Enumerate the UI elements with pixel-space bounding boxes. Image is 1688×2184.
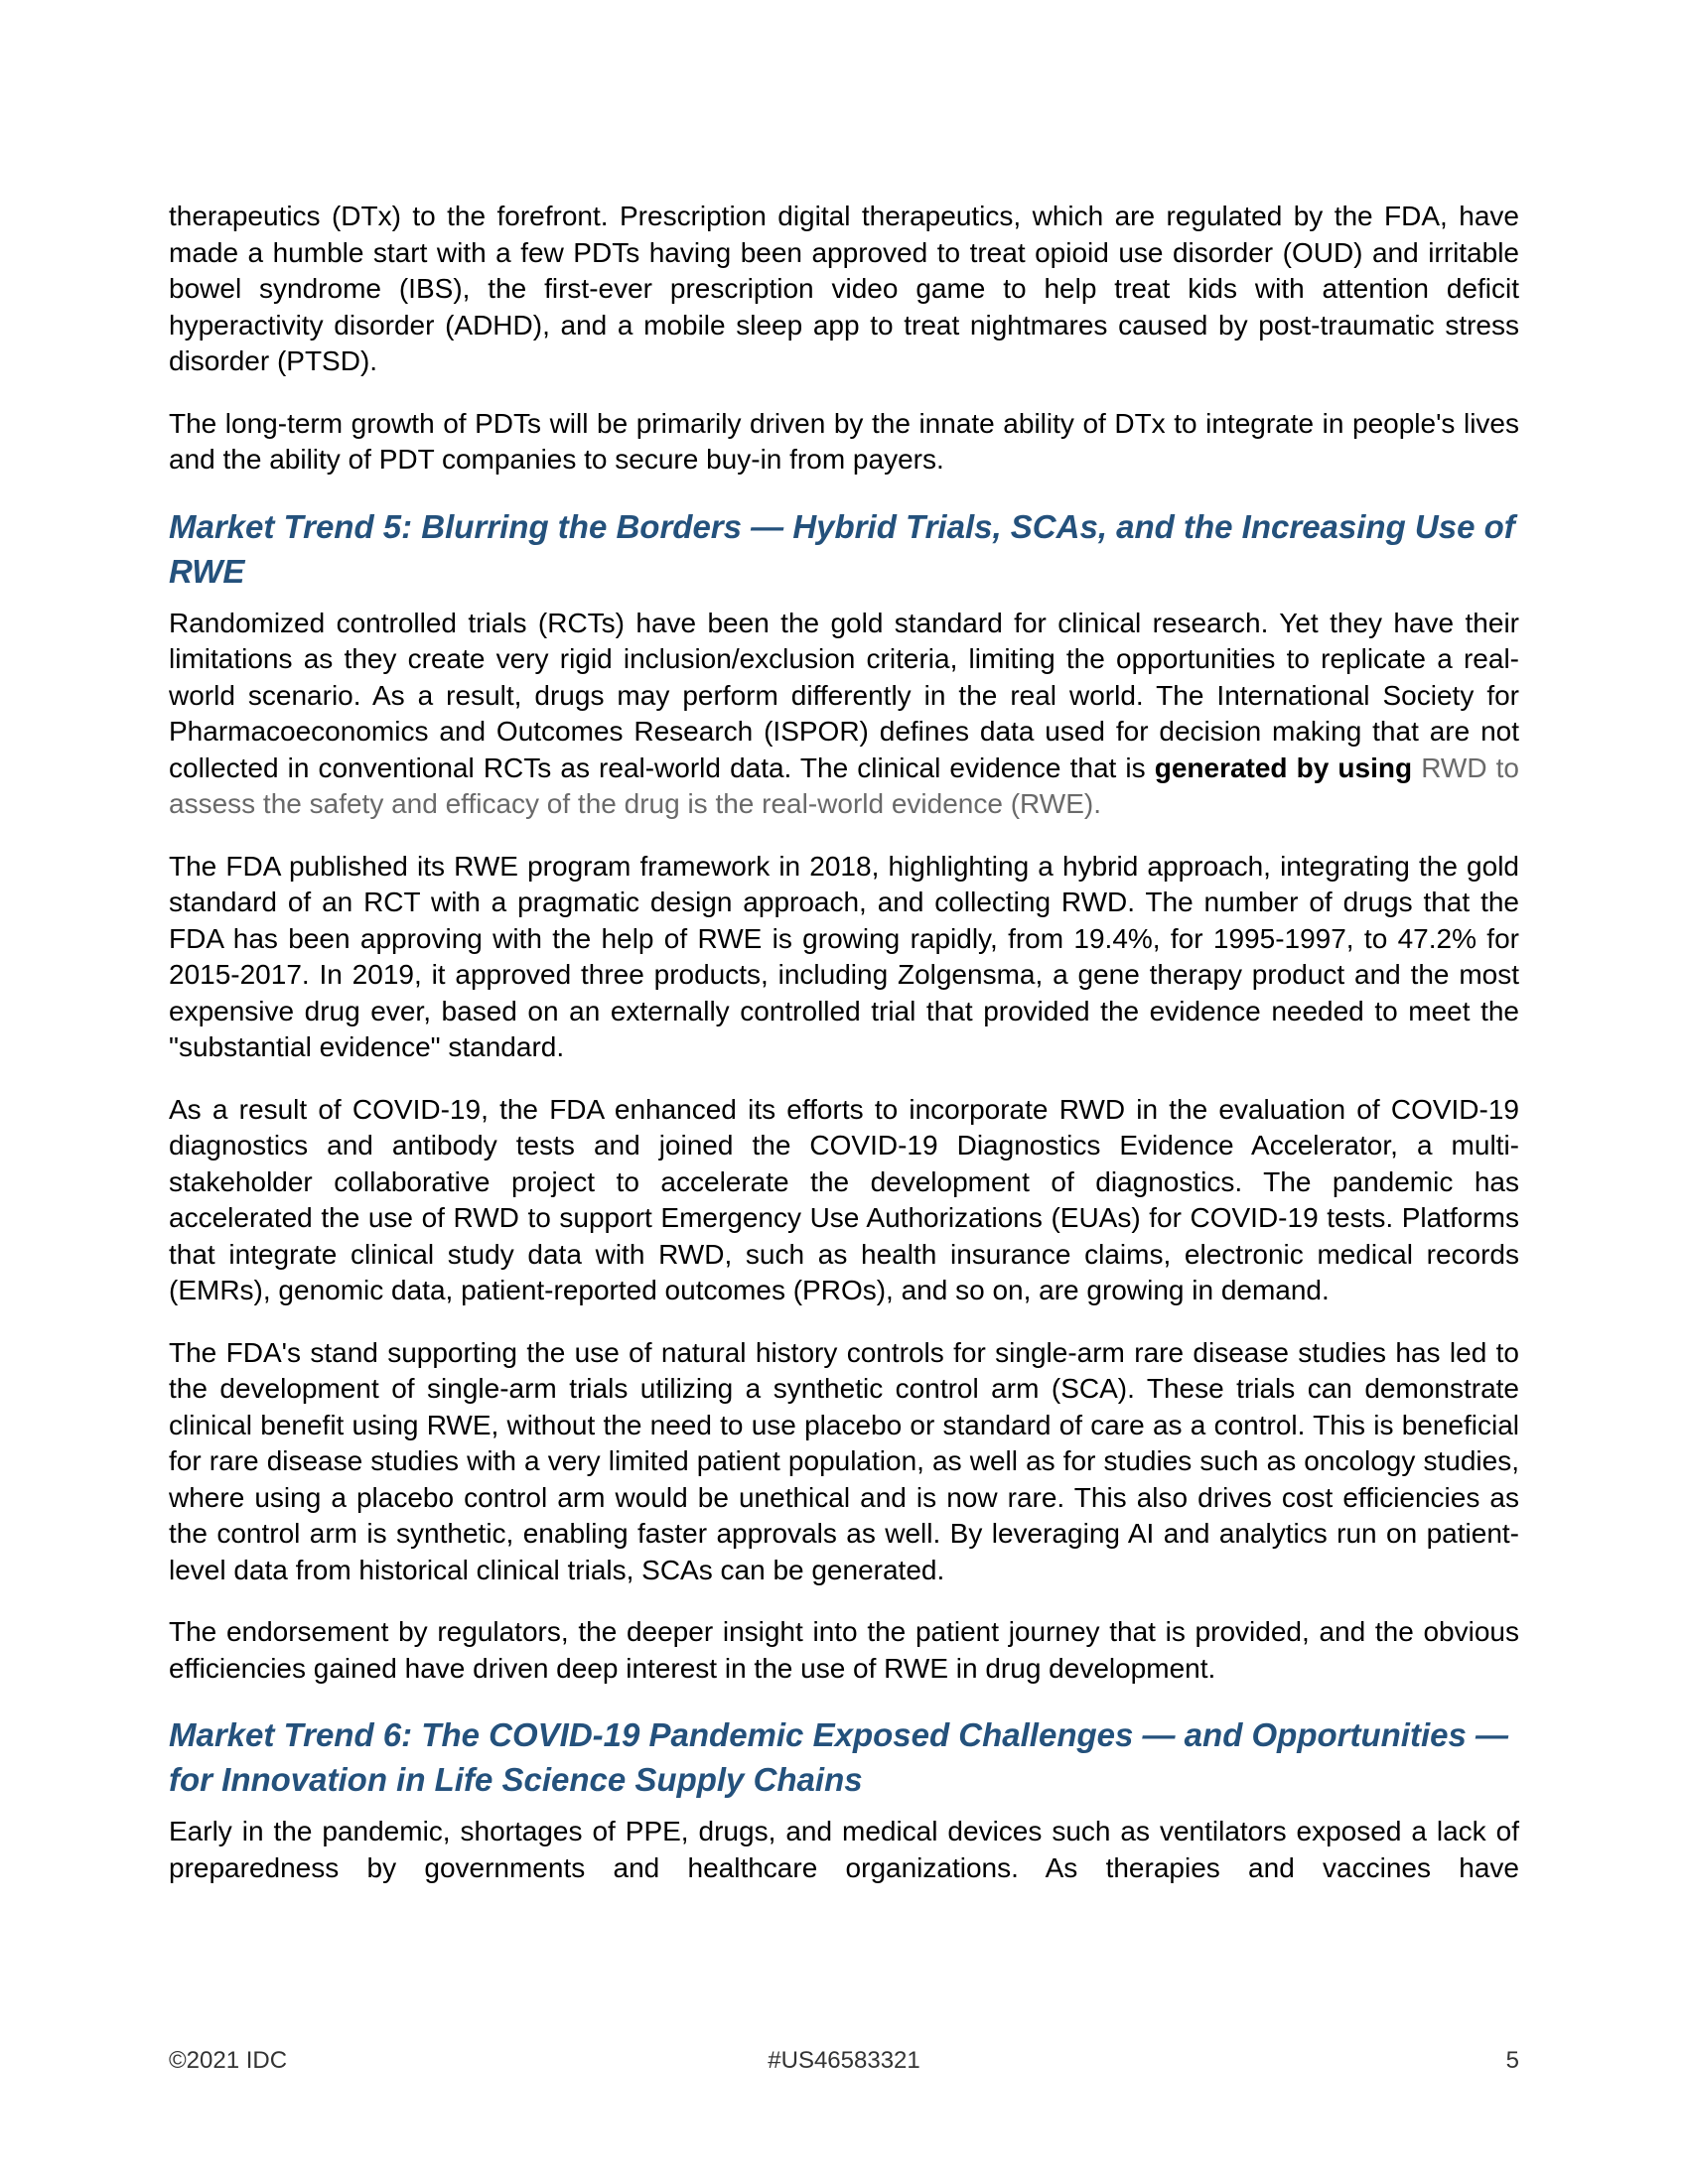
page-content [169,199,1519,1912]
paragraph-synthetic-control-arm: The FDA's stand supporting the use of natural history controls for single-arm rare disease studies has led to the development of single-arm trials utilizing a synthetic control arm (SCA). These trials can demonstrate clinical benefit using RWE, without the need to use placebo or standard of care as a control. This is beneficial for rare disease studies with a very limited patient population, as well as for studies such as oncology studies, where using a placebo control arm would be unethical and is now rare. This also drives cost efficiencies as the control arm is synthetic, enabling faster approvals as well. By leveraging AI and analytics run on patient-level data from historical clinical trials, SCAs can be generated. [169,1336,1519,1585]
paragraph-fda-rwe-framework: The FDA published its RWE program framework in 2018, highlighting a hybrid approach, integrating the gold standard of an RCT with a pragmatic design approach, and collecting RWD. The number of drugs that the FDA has been approving with the help of RWE is growing rapidly, from 19.4%, for 1995-1997, to 47.2% for 2015-2017. In 2019, it approved three products, including Zolgensma, a gene therapy product and the most expensive drug ever, based on an externally controlled trial that provided the evidence needed to meet the "substantial evidence" standard. [169,850,1519,1062]
paragraph-supply-chain: Early in the pandemic, shortages of PPE, drugs, and medical devices such as ventilators exposed a lack of preparedness by governments and healthcare organizations. As therapies and vaccines have [169,1816,1519,1883]
paragraph-rct-rwd-normal-run: Randomized controlled trials (RCTs) have been the gold standard for clinical research. Yet they have their limitations as they create very rigid inclusion/exclusion criteria, limiting the opportunities to replicate a real-world scenario. As a result, drugs may perform differently in the real world. The International Society for Pharmacoeconomics and Outcomes Research (ISPOR) defines data used for decision making that are not collected in conventional RCTs as real-world data. The clinical evidence that is [169,607,1519,783]
paragraph-regulator-endorsement: The endorsement by regulators, the deeper insight into the patient journey that is provided, and the obvious efficiencies gained have driven deep interest in the use of RWE in drug development. [169,1616,1519,1684]
heading-market-trend-6: Market Trend 6: The COVID-19 Pandemic Exposed Challenges — and Opportunities — for Innovation in Life Science Supply Chains [169,1716,1509,1798]
page-footer [169,2047,1519,2077]
paragraph-covid-rwd: As a result of COVID-19, the FDA enhanced its efforts to incorporate RWD in the evaluation of COVID-19 diagnostics and antibody tests and joined the COVID-19 Diagnostics Evidence Accelerator, a multi-stakeholder collaborative project to accelerate the development of diagnostics. The pandemic has accelerated the use of RWD to support Emergency Use Authorizations (EUAs) for COVID-19 tests. Platforms that integrate clinical study data with RWD, such as health insurance claims, electronic medical records (EMRs), genomic data, patient-reported outcomes (PROs), and so on, are growing in demand. [169,1093,1519,1305]
footer-document-number: #US46583321 [768,2047,920,2074]
paragraph-digital-therapeutics: therapeutics (DTx) to the forefront. Prescription digital therapeutics, which are regulated by the FDA, have made a humble start with a few PDTs having been approved to treat opioid use disorder (OUD) and irritable bowel syndrome (IBS), the first-ever prescription video game to help treat kids with attention deficit hyperactivity disorder (ADHD), and a mobile sleep app to treat nightmares caused by post-traumatic stress disorder (PTSD). [169,201,1519,376]
footer-copyright: ©2021 IDC [169,2047,288,2074]
heading-market-trend-5: Market Trend 5: Blurring the Borders — Hybrid Trials, SCAs, and the Increasing Use of RWE [169,507,1515,590]
paragraph-pdt-growth: The long-term growth of PDTs will be primarily driven by the innate ability of DTx to integrate in people's lives and the ability of PDT companies to secure buy-in from payers. [169,407,1519,475]
footer-page-number: 5 [1505,2047,1519,2074]
paragraph-rct-rwd-bold-run: generated by using [1154,751,1422,783]
paragraph-rct-rwd-gray-run: RWD to assess the safety and efficacy of the drug is the real-world evidence (RWE). [169,751,1520,819]
paragraph-rct-rwd [169,606,1519,823]
